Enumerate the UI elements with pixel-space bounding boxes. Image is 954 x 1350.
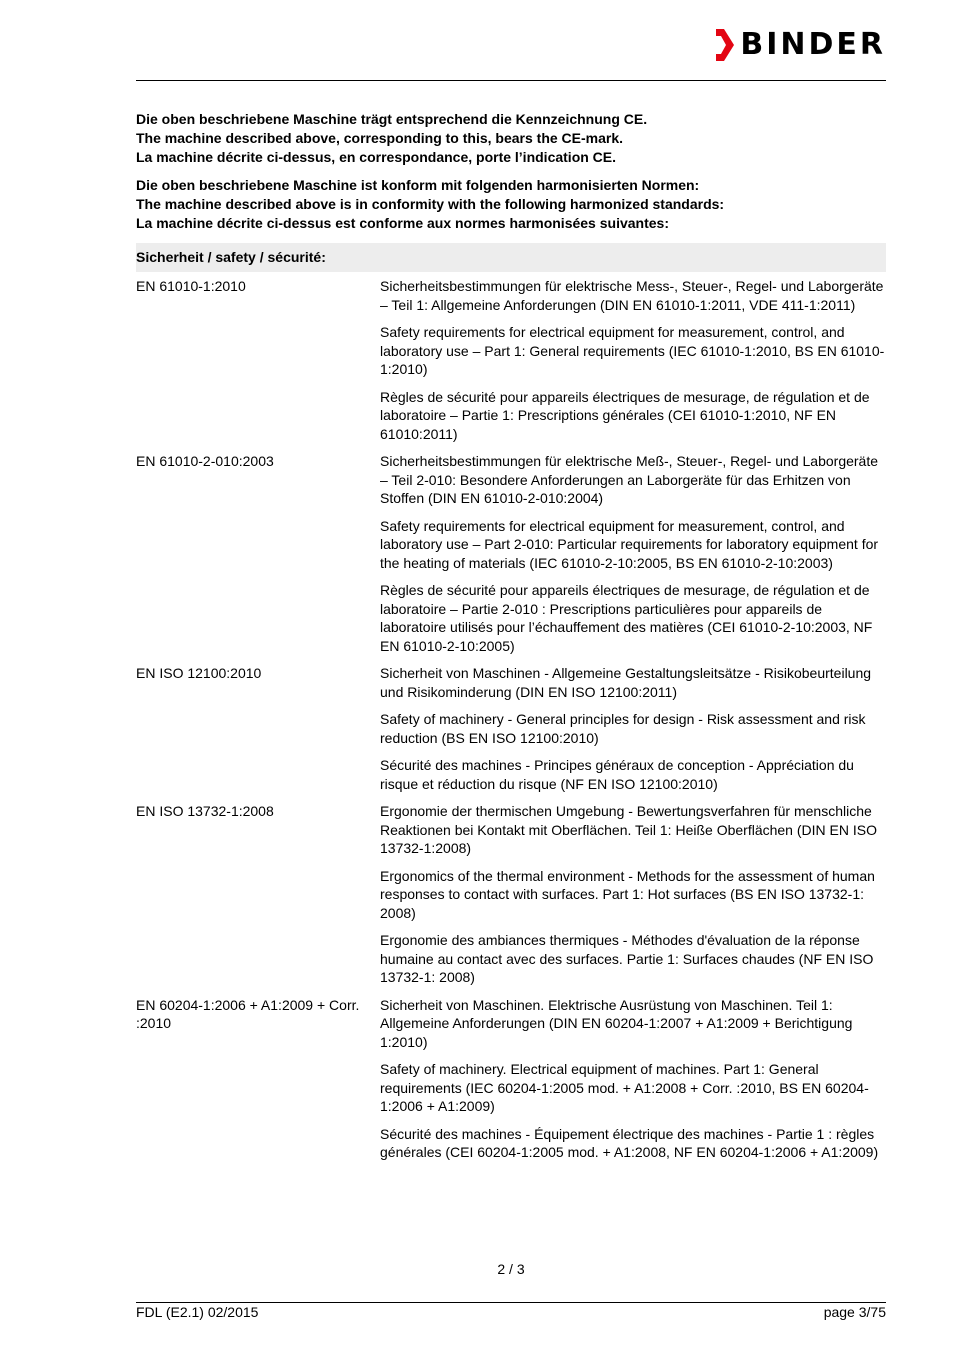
standard-code: EN ISO 13732-1:2008 [136, 803, 274, 819]
document-body [136, 110, 886, 1166]
standard-row [136, 659, 886, 797]
norms-line-en: The machine described above is in conformity with the following harmonized standards: [136, 196, 725, 212]
standard-description-en: Safety of machinery. Electrical equipment of machines. Part 1: General requirements (IEC 60204-1:2005 mod. + A1:2008 + Corr. :2010, BS EN 60204-1:2006 + A1:2009) [380, 1061, 869, 1114]
ce-line-de: Die oben beschriebene Maschine trägt entsprechend die Kennzeichnung CE. [136, 111, 648, 127]
norms-statement [136, 176, 886, 233]
binder-logo [716, 29, 886, 61]
standard-description-fr: Règles de sécurité pour appareils électriques de mesurage, de régulation et de laboratoire – Partie 1: Prescriptions générales (CEI 61010-1:2010, NF EN 61010:2011) [380, 388, 870, 442]
header-divider [136, 80, 886, 81]
standard-description-en: Safety requirements for electrical equipment for measurement, control, and laboratory use – Part 2-010: Particular requirements for laboratory equipment for the heating of materials (IEC 61010-2-10:2005, BS EN 61010-2-10:2003) [380, 517, 879, 571]
logo-text: BINDER [740, 27, 886, 62]
standard-description-en: Safety requirements for electrical equipment for measurement, control, and laboratory use – Part 1: General requirements (IEC 61010-1:2010, BS EN 61010-1:2010) [380, 324, 885, 377]
ce-statement [136, 110, 886, 167]
standard-description-en: Safety of machinery - General principles for design - Risk assessment and risk reduction (BS EN ISO 12100:2010) [380, 711, 866, 746]
standard-row [136, 991, 886, 1166]
standard-description-en: Ergonomics of the thermal environment - Methods for the assessment of human responses to contact with surfaces. Part 1: Hot surfaces (BS EN ISO 13732-1: 2008) [380, 867, 875, 921]
standard-row [136, 797, 886, 991]
footer-page-indicator: page 3/75 [823, 1304, 886, 1320]
standard-description-de: Sicherheitsbestimmungen für elektrische Mess-, Steuer-, Regel- und Laborgeräte – Teil 1: Allgemeine Anforderungen (DIN EN 61010-1:2011, VDE 411-1:2011) [380, 278, 884, 313]
standard-code: EN ISO 12100:2010 [136, 665, 262, 681]
norms-line-fr: La machine décrite ci-dessus est conforme aux normes harmonisées suivantes: [136, 215, 669, 231]
standard-description-de: Ergonomie der thermischen Umgebung - Bewertungsverfahren für menschliche Reaktionen bei Kontakt mit Oberflächen. Teil 1: Heiße Oberflächen (DIN EN ISO 13732-1:2008) [380, 803, 877, 856]
section-header-safety: Sicherheit / safety / sécurité: [136, 243, 886, 272]
footer-document-id: FDL (E2.1) 02/2015 [136, 1304, 259, 1320]
standard-row [136, 447, 886, 659]
standard-description-fr: Ergonomie des ambiances thermiques - Méthodes d'évaluation de la réponse humaine au contact avec des surfaces. Partie 1: Surfaces chaudes (NF EN ISO 13732-1: 2008) [380, 932, 874, 985]
standard-code: EN 61010-2-010:2003 [136, 453, 274, 469]
ce-line-fr: La machine décrite ci-dessus, en correspondance, porte l’indication CE. [136, 149, 617, 165]
binder-logo-mark-icon [716, 29, 734, 61]
standard-description-de: Sicherheitsbestimmungen für elektrische Meß-, Steuer-, Regel- und Laborgeräte – Teil 2-010: Besondere Anforderungen an Laborgeräte für das Erhitzen von Stoffen (DIN EN 61010-2-010:2004) [380, 453, 879, 506]
standard-code: EN 61010-1:2010 [136, 278, 246, 294]
norms-line-de: Die oben beschriebene Maschine ist konform mit folgenden harmonisierten Normen: [136, 177, 700, 193]
standard-code: EN 60204-1:2006 + A1:2009 + Corr. :2010 [136, 996, 360, 1031]
footer-divider [136, 1302, 886, 1303]
ce-line-en: The machine described above, corresponding to this, bears the CE-mark. [136, 130, 624, 146]
standard-description-fr: Sécurité des machines - Principes généraux de conception - Appréciation du risque et réduction du risque (NF EN ISO 12100:2010) [380, 757, 854, 792]
standard-description-de: Sicherheit von Maschinen - Allgemeine Gestaltungsleitsätze - Risikobeurteilung und Risikominderung (DIN EN ISO 12100:2011) [380, 665, 872, 700]
page-number: 2 / 3 [497, 1261, 525, 1277]
standard-description-fr: Règles de sécurité pour appareils électriques de mesurage, de régulation et de laboratoire – Partie 2-010 : Prescriptions particulières pour appareils de laboratoire utilisés pour l’échauffement des matières (CEI 61010-2-10:2003, NF EN 61010-2-10:2005) [380, 582, 873, 654]
standard-row [136, 272, 886, 447]
standard-description-de: Sicherheit von Maschinen. Elektrische Ausrüstung von Maschinen. Teil 1: Allgemeine Anforderungen (DIN EN 60204-1:2007 + A1:2009 + Berichtigung 1:2010) [380, 996, 853, 1050]
standard-description-fr: Sécurité des machines - Équipement électrique des machines - Partie 1 : règles générales (CEI 60204-1:2005 mod. + A1:2008, NF EN 60204-1:2006 + A1:2009) [380, 1125, 879, 1160]
